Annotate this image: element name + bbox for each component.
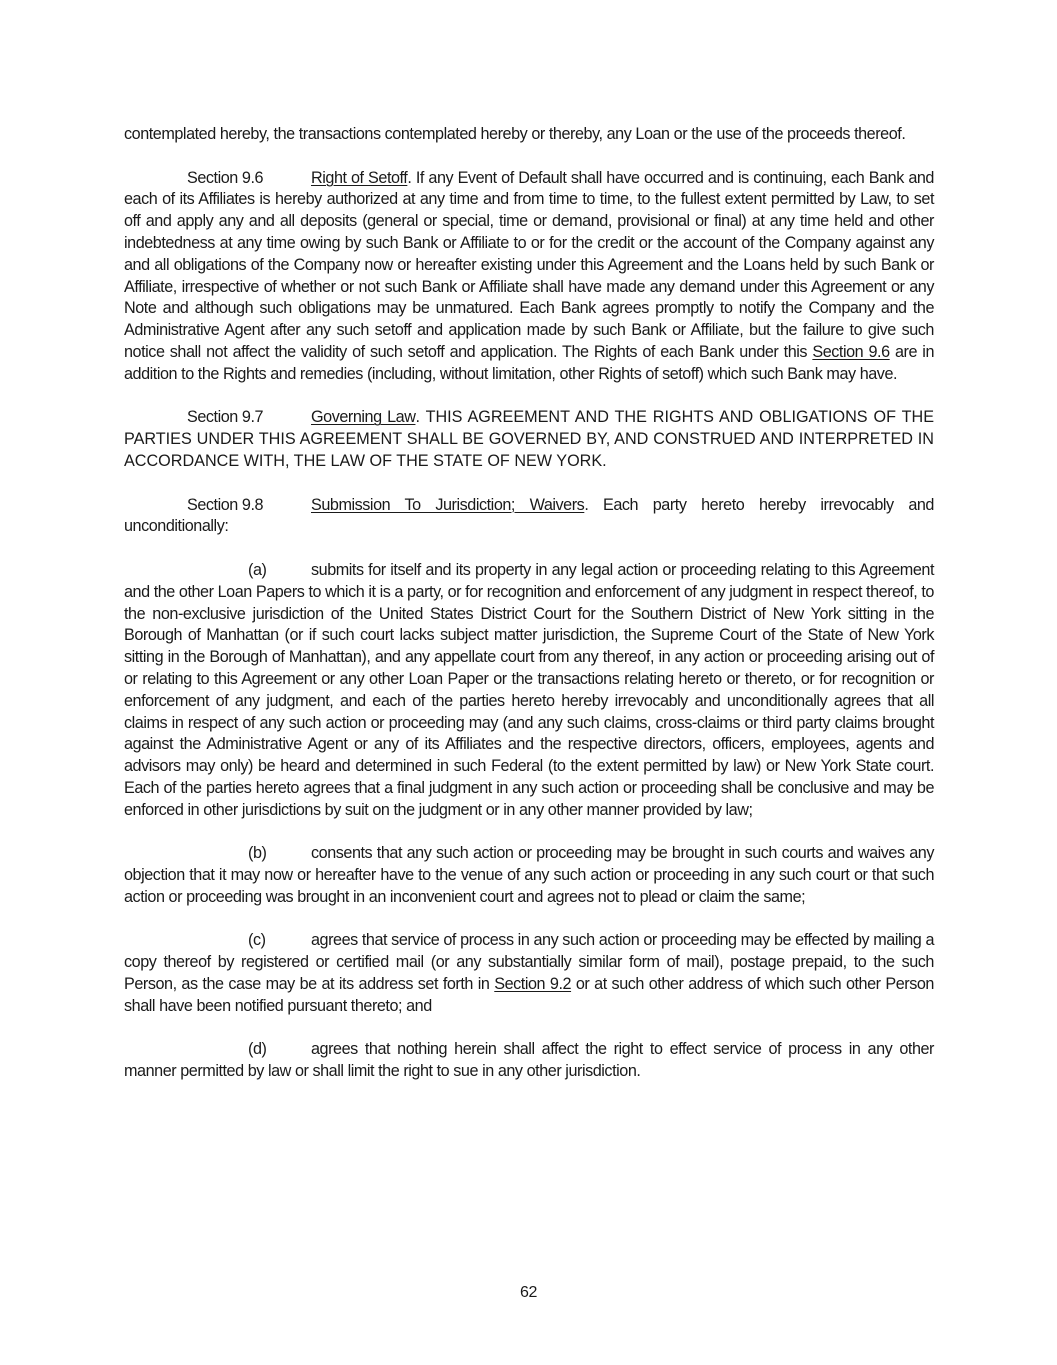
document-page <box>124 124 934 1083</box>
section-title: Submission To Jurisdiction; Waivers <box>311 495 585 514</box>
section-title: Right of Setoff <box>311 168 408 187</box>
clause-text: agrees that nothing herein shall affect the right to effect service of process in any other manner permitted by law or shall limit the right to sue in any other jurisdiction. <box>124 1040 934 1081</box>
clause-d <box>124 1039 934 1083</box>
clause-c <box>124 930 934 1017</box>
section-text: are in addition to the Rights and remedies (including, without limitation, other Rights of setoff) which such Bank may have. <box>124 342 934 383</box>
section-9-6 <box>124 168 934 386</box>
section-number: Section 9.6 <box>187 168 264 187</box>
clause-text: agrees that service of process in any such action or proceeding may be effected by mailing a copy thereof by registered or certified mail (or any substantially similar form of mail), postage prepaid, to the such Person, as the case may be at its address set forth in <box>124 931 934 994</box>
clause-b <box>124 843 934 908</box>
section-text: . THIS AGREEMENT AND THE RIGHTS AND OBLIGATIONS OF THE PARTIES UNDER THIS AGREEMENT SHALL BE GOVERNED BY, AND CONSTRUED AND INTERPRETED IN ACCORDANCE WITH, THE LAW OF THE STATE OF NEW YORK. <box>124 408 934 470</box>
clause-a <box>124 560 934 822</box>
continuation-paragraph: contemplated hereby, the transactions contemplated hereby or thereby, any Loan or the use of the proceeds thereof. <box>124 125 906 143</box>
clause-label: (c) <box>248 931 266 950</box>
section-text: . If any Event of Default shall have occurred and is continuing, each Bank and each of its Affiliates is hereby authorized at any time and from time to time, to the fullest extent permitted by Law, to set off and apply any and all deposits (general or special, time or demand, provisional or final) at any time held and other indebtedness at any time owing by such Bank or Affiliate to or for the credit or the account of the Company against any and all obligations of the Company now or hereafter existing under this Agreement and the Loans held by such Bank or Affiliate, irrespective of whether or not such Bank or Affiliate shall have made any demand under this Agreement or any Note and although such obligations may be unmatured. Each Bank agrees promptly to notify the Company and the Administrative Agent after any such setoff and application made by such Bank or Affiliate, but the failure to give such notice shall not affect the validity of such setoff and application. The Rights of each Bank under this <box>124 168 934 361</box>
section-reference-link[interactable]: Section 9.2 <box>494 975 572 994</box>
clause-text: consents that any such action or proceeding may be brought in such courts and waives any objection that it may now or hereafter have to the venue of any such action or proceeding in any such court or that such action or proceeding was brought in an inconvenient court and agrees not to plead or claim the same; <box>124 844 934 906</box>
clause-label: (d) <box>248 1040 267 1059</box>
clause-label: (a) <box>248 560 267 579</box>
section-title: Governing Law <box>311 408 416 427</box>
section-reference-link[interactable]: Section 9.6 <box>812 342 890 361</box>
section-text: . Each party hereto hereby irrevocably and unconditionally: <box>124 495 934 536</box>
section-number: Section 9.7 <box>187 408 264 427</box>
clause-text: submits for itself and its property in any legal action or proceeding relating to this Agreement and the other Loan Papers to which it is a party, or for recognition and enforcement of any judgment in respect thereof, to the non-exclusive jurisdiction of the United States District Court for the Southern District of New York sitting in the Borough of Manhattan (or if such court lacks subject matter jurisdiction, the Supreme Court of the State of New York sitting in the Borough of Manhattan), and any appellate court from any thereof, in any action or proceeding arising out of or relating to this Agreement or any other Loan Paper or the transactions relating hereto or thereto, or for recognition or enforcement of any judgment, and each of the parties hereto hereby irrevocably and unconditionally agrees that all claims in respect of any such action or proceeding may (and any such claims, cross-claims or third party claims brought against the Administrative Agent or any of its Affiliates and the respective directors, officers, employees, agents and advisors may only) be heard and determined in such Federal (to the extent permitted by law) or New York State court. Each of the parties hereto agrees that a final judgment in any such action or proceeding shall be conclusive and may be enforced in other jurisdictions by suit on the judgment or in any other manner provided by law; <box>124 560 934 819</box>
section-number: Section 9.8 <box>187 495 264 514</box>
clause-text: or at such other address of which such other Person shall have been notified pursuant thereto; and <box>124 975 934 1015</box>
section-9-7 <box>124 407 934 472</box>
section-9-8 <box>124 495 934 539</box>
page-number: 62 <box>520 1284 537 1301</box>
clause-label: (b) <box>248 844 267 863</box>
